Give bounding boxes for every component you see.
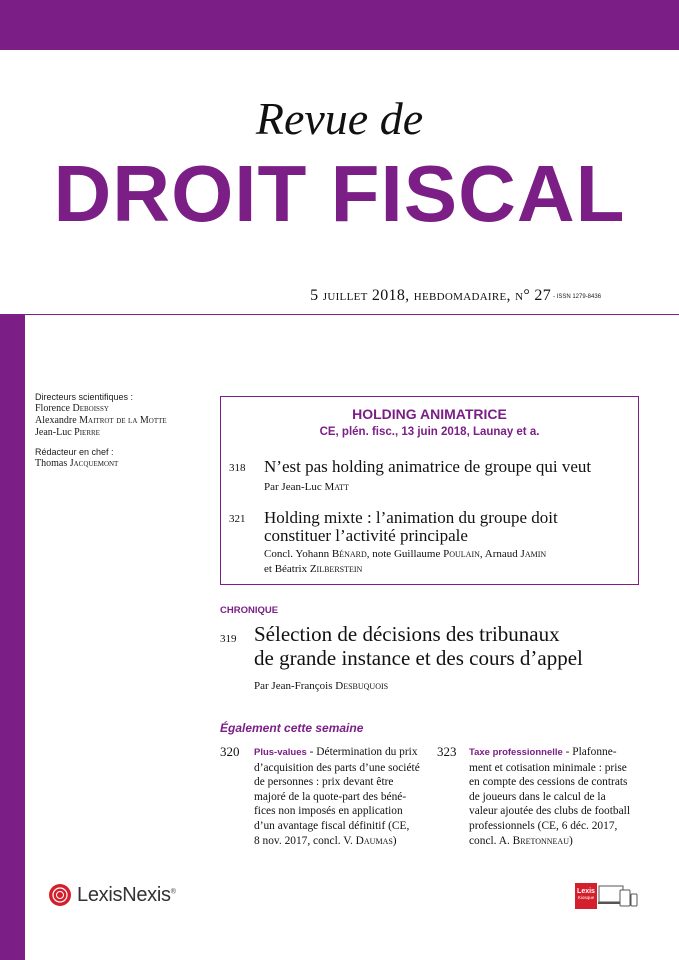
director-2: Alexandre Maitrot de la Motte [35, 415, 167, 426]
directors-heading: Directeurs scientifiques : [35, 392, 134, 402]
issue-date: 5 juillet 2018, hebdomadaire, n° 27 [310, 287, 551, 304]
chronique-label: CHRONIQUE [220, 605, 279, 616]
article-number-318: 318 [229, 462, 246, 474]
article-number-321: 321 [229, 513, 246, 525]
editor-heading: Rédacteur en chef : [35, 447, 114, 457]
featured-title: HOLDING ANIMATRICE [352, 406, 507, 422]
directors-credits [35, 391, 167, 439]
this-week-heading: Également cette semaine [220, 721, 364, 735]
lexis-kiosque-badge: Lexis Kiosque [575, 883, 597, 909]
top-purple-band [0, 0, 679, 50]
header-divider [25, 314, 679, 315]
featured-subtitle: CE, plén. fisc., 13 juin 2018, Launay et a. [319, 426, 540, 438]
lexisnexis-logo [48, 883, 176, 907]
title-revue-de: Revue de [255, 93, 424, 144]
item-text-320[interactable]: Plus-values - Détermination du prix d’acquisition des parts d’une société de personnes : prix devant être majoré de la quote-part des béné- fices non imposés en application d’un avantage fiscal définitif (CE, 8 nov. 2017, concl. V. Daumas) [254, 746, 420, 847]
item-number-323: 323 [437, 744, 457, 759]
publisher-name: LexisNexis® [77, 883, 176, 906]
chronique-byline: Par Jean-François Desbuquois [254, 680, 389, 692]
title-droit-fiscal: DROIT FISCAL [53, 149, 626, 238]
editor-credits [35, 446, 118, 470]
issn: - ISSN 1279-8436 [553, 294, 602, 300]
lexisnexis-emblem-icon [48, 883, 72, 907]
editor-name: Thomas Jacquemont [35, 458, 119, 469]
article-byline-321: Concl. Yohann Bénard, note Guillaume Poulain, Arnaud Jamin et Béatrix Zilberstein [264, 548, 547, 575]
director-1: Florence Deboissy [35, 403, 109, 414]
article-byline-318: Par Jean-Luc Matt [264, 481, 349, 493]
left-purple-band [0, 314, 25, 960]
item-text-323[interactable]: Taxe professionnelle - Plafonne- ment et cotisation minimale : prise en compte des cessions de contrats de joueurs dans le calcul de la valeur ajoutée des clubs de football professionnels (CE, 6 déc. 2017, concl. A. Bretonneau) [469, 746, 630, 847]
item-number-320: 320 [220, 744, 240, 759]
chronique-number: 319 [220, 633, 237, 645]
issue-info [310, 287, 551, 305]
article-title-318[interactable]: N’est pas holding animatrice de groupe qui veut [264, 457, 592, 476]
director-3: Jean-Luc Pierre [35, 427, 100, 438]
article-title-321[interactable]: Holding mixte : l’animation du groupe doit constituer l’activité principale [264, 508, 558, 545]
chronique-title[interactable]: Sélection de décisions des tribunaux de grande instance et des cours d’appel [254, 622, 583, 670]
devices-icon [598, 884, 638, 910]
